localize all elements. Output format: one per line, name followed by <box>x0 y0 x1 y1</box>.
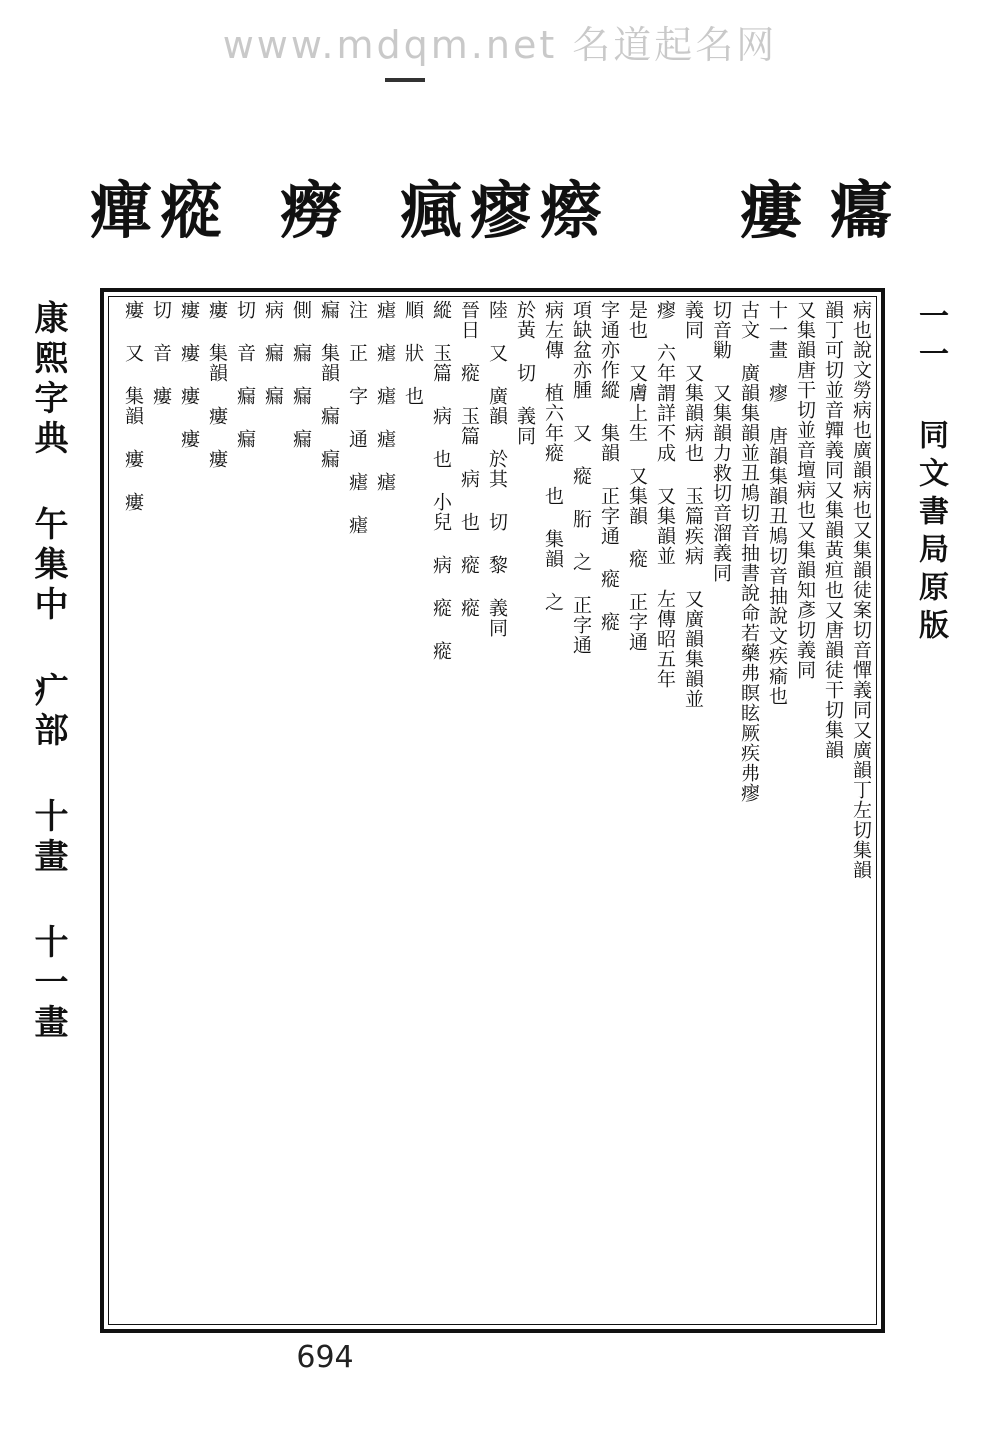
header-glyph: 癆 <box>280 174 343 247</box>
text-column: 側 瘺 瘺 瘺 <box>290 300 312 449</box>
text-column: 瘺 集韻 瘺 瘺 <box>318 300 340 469</box>
header-glyph: 瘋 <box>400 174 463 247</box>
right-margin-imprint: 一一 同文書局原版 <box>913 300 948 647</box>
text-column: 注 正 字 通 瘧 瘧 <box>346 300 368 535</box>
text-column: 病 瘺 瘺 <box>262 300 284 406</box>
page-number: 694 <box>296 1340 354 1375</box>
header-glyph: 癟 <box>830 174 893 247</box>
text-column: 縱 玉篇 病 也 小兒 病 瘲 瘲 <box>430 300 452 661</box>
text-column: 陸 又 廣韻 於其 切 黎 義同 <box>486 300 508 638</box>
top-dash <box>385 78 425 82</box>
text-column: 順 狀 也 <box>402 300 424 406</box>
text-column: 十一畫 瘳 唐韻集韻丑鳩切音抽說文疾瘉也 <box>766 300 788 706</box>
text-column: 切 音 瘺 瘺 <box>234 300 256 449</box>
text-column: 字通亦作縱 集韻 正字通 瘲 瘲 <box>598 300 620 632</box>
text-column: 瘻 瘻 瘻 瘻 <box>178 300 200 449</box>
text-column: 項缺盆亦腫 又 瘲 胻 之 正字通 <box>570 300 592 655</box>
header-glyph: 癉 <box>90 174 153 247</box>
text-column: 瘻 又 集韻 瘻 瘻 <box>122 300 144 512</box>
text-column: 義同 又集韻病也 玉篇疾病 又廣韻集韻並 <box>682 300 704 709</box>
watermark-text: www.mdqm.net 名道起名网 <box>222 23 778 67</box>
text-column: 切 音 瘻 <box>150 300 172 406</box>
text-column: 是也 又膚上生 又集韻 瘲 正字通 <box>626 300 648 652</box>
header-glyphs <box>90 170 920 280</box>
header-glyph: 瘵 <box>540 174 603 247</box>
header-glyph: 瘻 <box>740 174 803 247</box>
header-glyph: 瘲 <box>160 174 223 247</box>
text-column: 切音勦 又集韻力救切音溜義同 <box>710 300 732 583</box>
text-column: 瘧 瘧 瘧 瘧 瘧 <box>374 300 396 492</box>
text-column: 晉日 瘲 玉篇 病 也 瘲 瘲 <box>458 300 480 618</box>
text-column: 古文 廣韻集韻並丑鳩切音抽書說命若藥弗瞑眩厥疾弗瘳 <box>738 300 760 803</box>
text-column: 瘳 六年謂詳不成 又集韻並 左傳昭五年 <box>654 300 676 689</box>
dictionary-columns <box>114 300 874 1322</box>
text-column: 病也說文勞病也廣韻病也又集韻徒案切音憚義同又廣韻丁左切集韻 <box>850 300 872 880</box>
text-column: 又集韻唐干切並音壇病也又集韻知彥切義同 <box>794 300 816 680</box>
text-column: 瘻 集韻 瘻 瘻 <box>206 300 228 469</box>
text-column: 於黃 切 義同 <box>514 300 536 446</box>
left-margin-title: 康熙字典 午集中 疒部 十畫 十一畫 <box>28 300 68 1044</box>
text-column: 韻丁可切並音嚲義同又集韻黃疸也又唐韻徒干切集韻 <box>822 300 844 760</box>
text-column: 病左傳 植六年瘲 也 集韻 之 <box>542 300 564 612</box>
header-glyph: 瘳 <box>470 174 533 247</box>
